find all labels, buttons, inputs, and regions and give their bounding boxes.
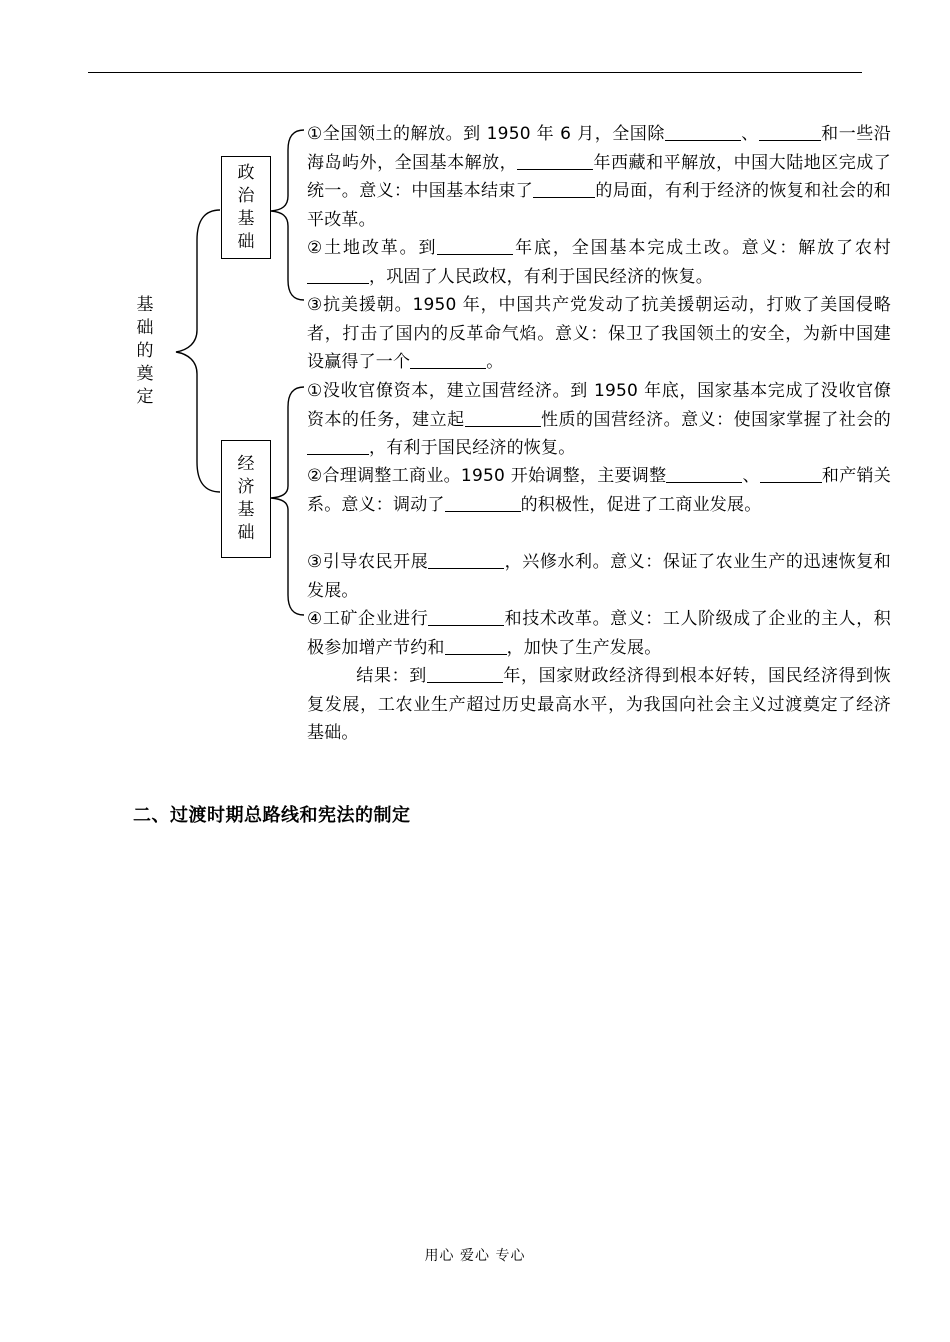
economy-item-1: ①没收官僚资本，建立国营经济。到 1950 年底，国家基本完成了没收官僚资本的任务，建立起 性质的国营经济。意义：使国家掌握了社会的，有利于国民经济的恢复。 <box>307 381 891 459</box>
politics-brace <box>271 130 304 300</box>
fill-in-blank <box>445 636 507 655</box>
fill-in-blank <box>517 151 593 170</box>
page-footer: 用心 爱心 专心 <box>424 1248 526 1264</box>
fill-in-blank <box>307 436 369 455</box>
fill-in-blank <box>533 179 595 198</box>
politics-item-1: ①全国领土的解放。到 1950 年 6 月，全国除 、 和一些沿海岛屿外，全国基本解放， 年西藏和平解放，中国大陆地区完成了统一。意义：中国基本结束了 的局面，有利于经济的恢复和社会的和平改革。 <box>307 124 892 230</box>
fill-in-blank <box>760 464 822 483</box>
fill-in-blank <box>428 550 504 569</box>
economy-item-4: ④工矿企业进行 和技术改革。意义：工人阶级成了企业的主人，积极参加增产节约和 ，加快了生产发展。 <box>307 609 892 658</box>
fill-in-blank <box>465 408 541 427</box>
root-node-label: 基础的奠定 <box>136 295 154 407</box>
economy-item-3: ③引导农民开展 ，兴修水利。意义：保证了农业生产的迅速恢复和发展。 <box>307 552 892 601</box>
politics-branch-box <box>221 156 271 259</box>
politics-item-3: ③抗美援朝。1950 年，中国共产党发动了抗美援朝运动，打败了美国侵略者，打击了国内的反革命气焰。意义：保卫了我国领土的安全，为新中国建设赢得了一个 。 <box>307 295 892 373</box>
fill-in-blank <box>307 265 369 284</box>
fill-in-blank <box>428 607 504 626</box>
root-brace <box>176 210 220 492</box>
politics-branch-label: 政治基础 <box>237 162 255 252</box>
economy-branch-box <box>221 440 271 558</box>
fill-in-blank <box>427 664 503 683</box>
fill-in-blank <box>665 122 741 141</box>
fill-in-blank <box>759 122 821 141</box>
economy-item-2: ②合理调整工商业。1950 开始调整，主要调整 、 和产销关系。意义：调动了 的积极性，促进了工商业发展。 <box>307 466 891 515</box>
section-heading: 二、过渡时期总路线和宪法的制定 <box>133 805 411 826</box>
fill-in-blank <box>410 350 486 369</box>
header-rule <box>88 72 862 73</box>
economy-branch-label: 经济基础 <box>237 454 255 543</box>
economy-result: 结果：到 年，国家财政经济得到根本好转，国民经济得到恢复发展，工农业生产超过历史最高水平，为我国向社会主义过渡奠定了经济基础。 <box>307 666 891 744</box>
economy-brace <box>271 387 304 615</box>
politics-item-2: ②土地改革。到 年底，全国基本完成土改。意义：解放了农村，巩固了人民政权，有利于国民经济的恢复。 <box>307 238 892 287</box>
fill-in-blank <box>437 236 513 255</box>
fill-in-blank <box>666 464 742 483</box>
fill-in-blank <box>445 493 521 512</box>
